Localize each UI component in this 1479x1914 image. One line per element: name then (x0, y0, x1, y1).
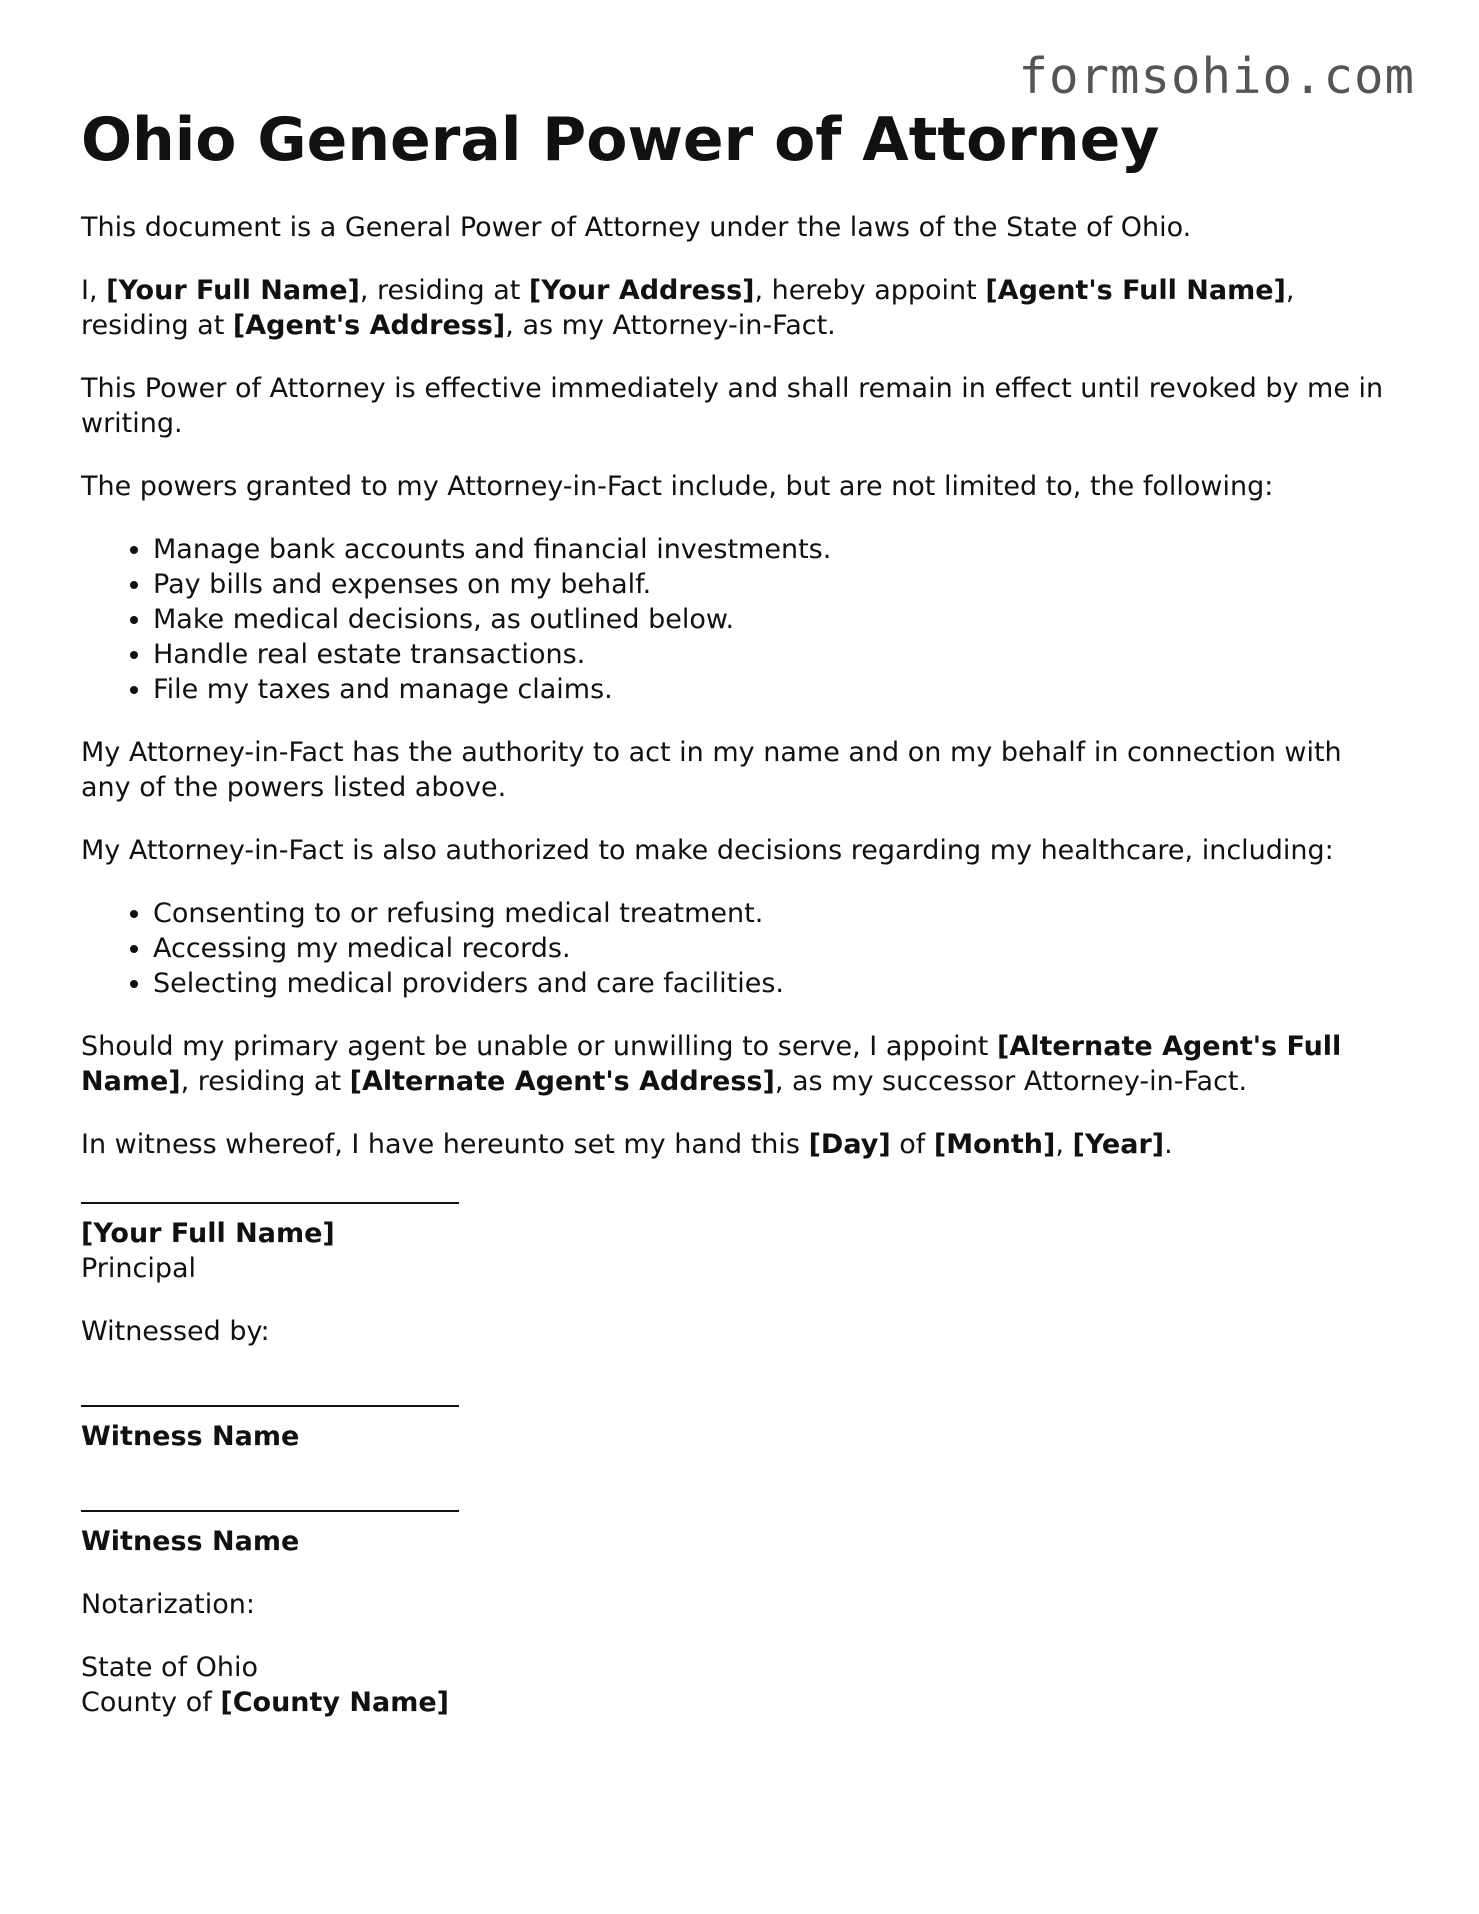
list-item: • Make medical decisions, as outlined below. (153, 602, 1399, 637)
intro-paragraph: This document is a General Power of Attorney under the laws of the State of Ohio. (81, 212, 1192, 243)
successor-text-2: , residing at (180, 1066, 350, 1097)
list-item: • Accessing my medical records. (153, 931, 1399, 966)
document-body (81, 210, 1399, 1720)
list-item: • Handle real estate transactions. (153, 637, 1399, 672)
county-line (81, 1685, 1399, 1720)
witness-text-4: . (1164, 1129, 1173, 1160)
alternate-agent-name-placeholder: [Alternate Agent's Full Name] (81, 1031, 1342, 1097)
county-name-placeholder: [County Name] (220, 1687, 450, 1718)
alternate-agent-address-placeholder: [Alternate Agent's Address] (349, 1066, 775, 1097)
witness-text-2: of (890, 1129, 934, 1160)
day-placeholder: [Day] (808, 1129, 891, 1160)
principal-name: [Your Full Name] (81, 1218, 335, 1249)
month-placeholder: [Month] (933, 1129, 1056, 1160)
county-label: County of (81, 1687, 221, 1718)
your-address-placeholder: [Your Address] (528, 275, 755, 306)
principal-signature-line[interactable] (81, 1202, 459, 1204)
healthcare-intro: My Attorney-in-Fact is also authorized to make decisions regarding my healthcare, including: (81, 835, 1334, 866)
your-name-placeholder: [Your Full Name] (106, 275, 360, 306)
witness-signature-line-1[interactable] (81, 1405, 459, 1407)
list-item: • Pay bills and expenses on my behalf. (153, 567, 1399, 602)
principal-role: Principal (81, 1253, 197, 1284)
successor-paragraph (81, 1029, 1399, 1099)
appointment-text-3: , hereby appoint (754, 275, 986, 306)
principal-signature-block (81, 1202, 1399, 1286)
witnessed-by-label: Witnessed by: (81, 1316, 270, 1347)
powers-list (81, 532, 1399, 707)
successor-text-1: Should my primary agent be unable or unwilling to serve, I appoint (81, 1031, 997, 1062)
state-line: State of Ohio (81, 1652, 259, 1683)
agent-address-placeholder: [Agent's Address] (232, 310, 506, 341)
witness-clause (81, 1127, 1399, 1162)
witness-text-3: , (1055, 1129, 1073, 1160)
year-placeholder: [Year] (1072, 1129, 1165, 1160)
list-item: • File my taxes and manage claims. (153, 672, 1399, 707)
successor-text-3: , as my successor Attorney-in-Fact. (774, 1066, 1248, 1097)
witness-name-1: Witness Name (81, 1421, 300, 1452)
witness-signature-line-2[interactable] (81, 1510, 459, 1512)
authority-paragraph: My Attorney-in-Fact has the authority to act in my name and on my behalf in connection with any of the powers listed above. (81, 737, 1342, 803)
page-title: Ohio General Power of Attorney (81, 105, 1160, 175)
witness-text-1: In witness whereof, I have hereunto set my hand this (81, 1129, 809, 1160)
appointment-paragraph (81, 273, 1399, 343)
witness-name-2: Witness Name (81, 1526, 300, 1557)
healthcare-list (81, 896, 1399, 1001)
powers-intro: The powers granted to my Attorney-in-Fact include, but are not limited to, the following: (81, 471, 1274, 502)
appointment-text-5: , as my Attorney-in-Fact. (505, 310, 836, 341)
list-item: • Consenting to or refusing medical treatment. (153, 896, 1399, 931)
appointment-text-4: , residing at (81, 275, 1295, 341)
appointment-text-2: , residing at (359, 275, 529, 306)
effective-paragraph: This Power of Attorney is effective immediately and shall remain in effect until revoked by me in writing. (81, 373, 1384, 439)
agent-name-placeholder: [Agent's Full Name] (985, 275, 1286, 306)
appointment-text-1: I, (81, 275, 107, 306)
list-item: • Manage bank accounts and financial investments. (153, 532, 1399, 567)
list-item: • Selecting medical providers and care facilities. (153, 966, 1399, 1001)
watermark: formsohio.com (1018, 48, 1415, 105)
notarization-label: Notarization: (81, 1589, 255, 1620)
